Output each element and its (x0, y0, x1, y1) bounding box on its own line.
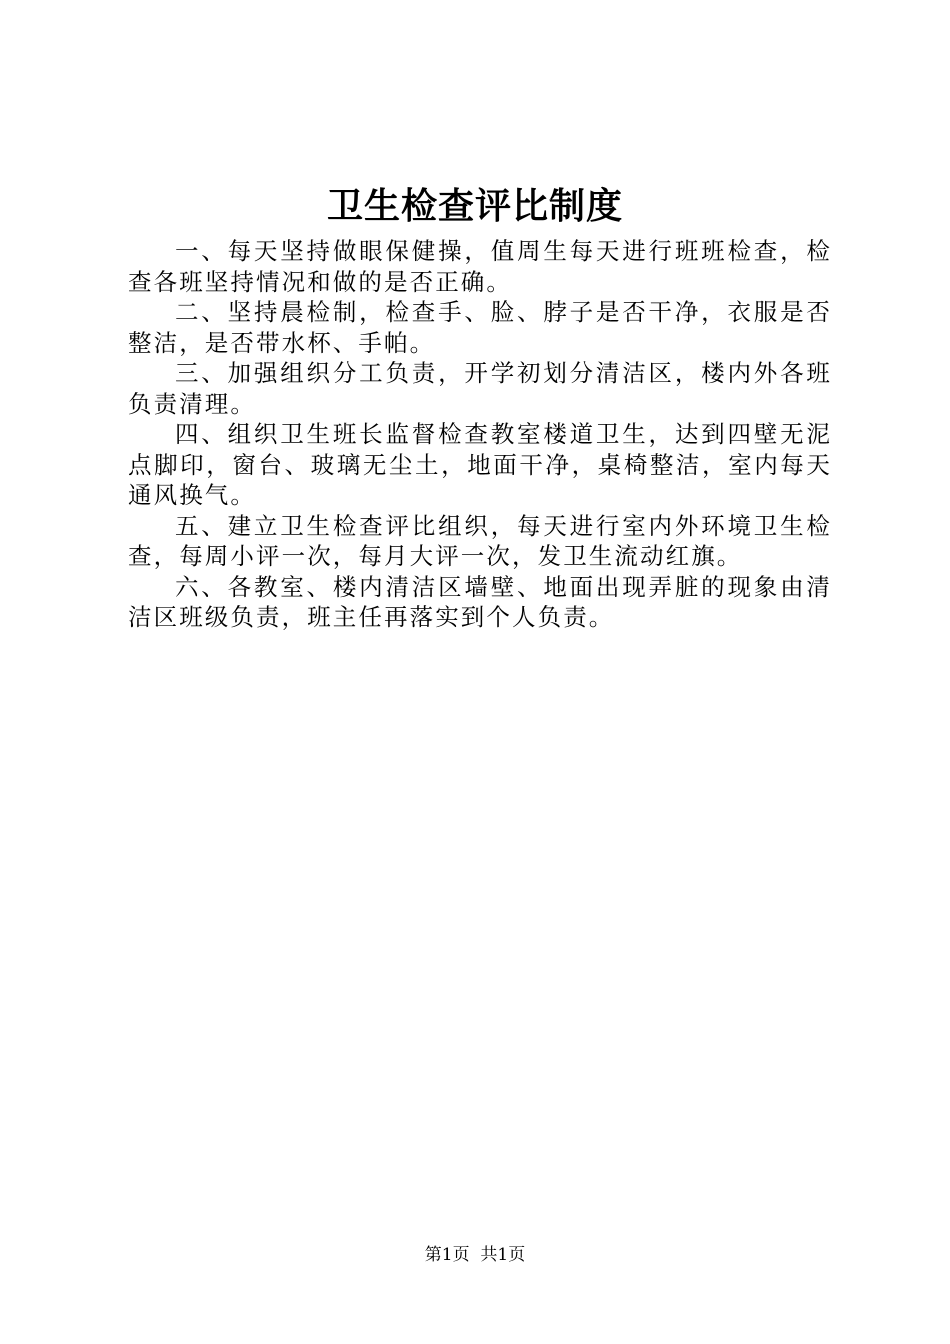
paragraph-2: 二、坚持晨检制，检查手、脸、脖子是否干净，衣服是否整洁，是否带水杯、手帕。 (128, 298, 832, 357)
document-title: 卫生检查评比制度 (326, 185, 623, 227)
page-number-label: 第1页 共1页 (424, 1245, 526, 1265)
paragraph-3: 三、加强组织分工负责，开学初划分清洁区，楼内外各班负责清理。 (128, 359, 832, 418)
paragraph-4: 四、组织卫生班长监督检查教室楼道卫生，达到四壁无泥点脚印，窗台、玻璃无尘土，地面干净，桌椅整洁，室内每天通风换气。 (128, 420, 832, 509)
paragraph-1: 一、每天坚持做眼保健操，值周生每天进行班班检查，检查各班坚持情况和做的是否正确。 (128, 237, 832, 296)
page-footer (0, 1243, 950, 1267)
document-body (128, 236, 832, 633)
paragraph-6: 六、各教室、楼内清洁区墙壁、地面出现弄脏的现象由清洁区班级负责，班主任再落实到个人负责。 (128, 572, 832, 631)
paragraph-5: 五、建立卫生检查评比组织，每天进行室内外环境卫生检查，每周小评一次，每月大评一次，发卫生流动红旗。 (128, 511, 832, 570)
